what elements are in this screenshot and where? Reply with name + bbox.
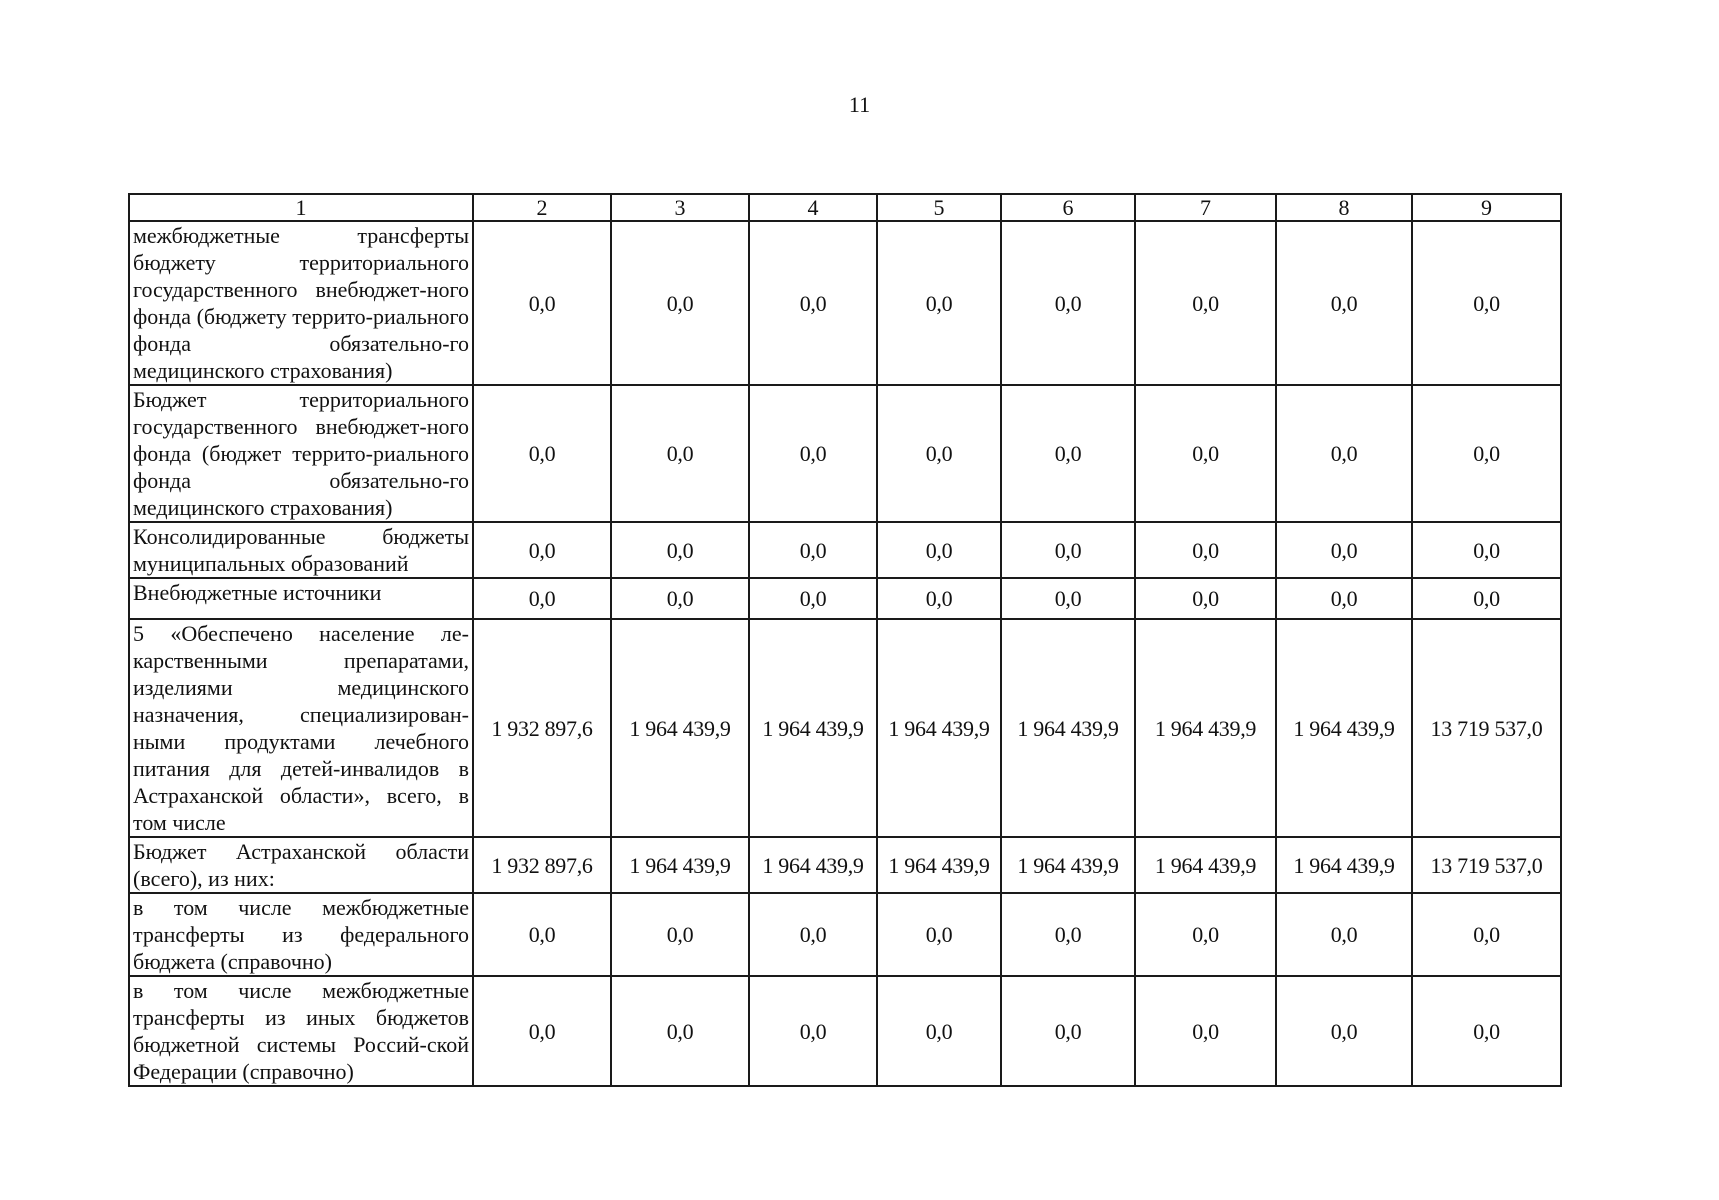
value-cell: 1 964 439,9	[877, 619, 1001, 837]
value-cell: 0,0	[1135, 578, 1276, 619]
table-row	[129, 976, 1561, 1086]
value-cell: 0,0	[877, 522, 1001, 578]
value-cell: 1 964 439,9	[1135, 619, 1276, 837]
value-cell: 0,0	[473, 385, 611, 522]
value-cell: 0,0	[611, 385, 749, 522]
row-label: 5 «Обеспечено население ле-карственными препаратами, изделиями медицинского назначения, специализирован-ными продуктами лечебного питания для детей-инвалидов в Астраханской области», всего, в том числе	[129, 619, 473, 837]
value-cell: 0,0	[1276, 893, 1412, 976]
row-label: в том числе межбюджетные трансферты из иных бюджетов бюджетной системы Россий-ской Федерации (справочно)	[129, 976, 473, 1086]
value-cell: 0,0	[1276, 976, 1412, 1086]
column-number: 2	[473, 194, 611, 221]
value-cell: 0,0	[1276, 385, 1412, 522]
row-label: Внебюджетные источники	[129, 578, 473, 619]
table-row	[129, 619, 1561, 837]
row-label: Консолидированные бюджеты муниципальных образований	[129, 522, 473, 578]
table-row	[129, 893, 1561, 976]
value-cell: 1 932 897,6	[473, 837, 611, 893]
value-cell: 0,0	[877, 385, 1001, 522]
value-cell: 0,0	[1276, 522, 1412, 578]
value-cell: 0,0	[1135, 385, 1276, 522]
value-cell: 1 964 439,9	[749, 619, 877, 837]
value-cell: 0,0	[749, 522, 877, 578]
value-cell: 0,0	[1412, 976, 1561, 1086]
value-cell: 0,0	[1001, 522, 1135, 578]
value-cell: 1 964 439,9	[1276, 619, 1412, 837]
table-row	[129, 837, 1561, 893]
value-cell: 0,0	[749, 578, 877, 619]
value-cell: 0,0	[1135, 522, 1276, 578]
value-cell: 0,0	[1135, 221, 1276, 385]
row-label: межбюджетные трансферты бюджету территориального государственного внебюджет-ного фонда (бюджету террито-риального фонда обязательно-го медицинского страхования)	[129, 221, 473, 385]
table-row	[129, 578, 1561, 619]
value-cell: 0,0	[877, 893, 1001, 976]
column-number: 9	[1412, 194, 1561, 221]
value-cell: 0,0	[1135, 976, 1276, 1086]
value-cell: 1 964 439,9	[877, 837, 1001, 893]
value-cell: 1 964 439,9	[1135, 837, 1276, 893]
value-cell: 0,0	[877, 976, 1001, 1086]
value-cell: 0,0	[1412, 893, 1561, 976]
table-row	[129, 221, 1561, 385]
value-cell: 1 964 439,9	[749, 837, 877, 893]
row-label: Бюджет территориального государственного внебюджет-ного фонда (бюджет террито-риального фонда обязательно-го медицинского страхования)	[129, 385, 473, 522]
value-cell: 0,0	[1276, 578, 1412, 619]
value-cell: 0,0	[1412, 578, 1561, 619]
value-cell: 0,0	[877, 221, 1001, 385]
column-number: 7	[1135, 194, 1276, 221]
value-cell: 0,0	[473, 578, 611, 619]
budget-table	[128, 193, 1562, 1087]
value-cell: 0,0	[1001, 893, 1135, 976]
value-cell: 13 719 537,0	[1412, 619, 1561, 837]
value-cell: 1 964 439,9	[1276, 837, 1412, 893]
value-cell: 0,0	[1276, 221, 1412, 385]
table-row	[129, 522, 1561, 578]
value-cell: 0,0	[1412, 522, 1561, 578]
column-number: 5	[877, 194, 1001, 221]
value-cell: 0,0	[1001, 385, 1135, 522]
value-cell: 0,0	[1412, 385, 1561, 522]
value-cell: 0,0	[749, 221, 877, 385]
value-cell: 0,0	[611, 976, 749, 1086]
value-cell: 0,0	[749, 893, 877, 976]
table-row	[129, 385, 1561, 522]
value-cell: 0,0	[1412, 221, 1561, 385]
column-number: 6	[1001, 194, 1135, 221]
table-header	[129, 194, 1561, 221]
header-row	[129, 194, 1561, 221]
value-cell: 0,0	[473, 893, 611, 976]
value-cell: 1 964 439,9	[611, 619, 749, 837]
value-cell: 0,0	[611, 578, 749, 619]
value-cell: 0,0	[611, 522, 749, 578]
column-number: 8	[1276, 194, 1412, 221]
row-label: в том числе межбюджетные трансферты из федерального бюджета (справочно)	[129, 893, 473, 976]
page-number: 11	[848, 92, 871, 117]
value-cell: 1 964 439,9	[611, 837, 749, 893]
value-cell: 0,0	[1001, 221, 1135, 385]
value-cell: 13 719 537,0	[1412, 837, 1561, 893]
value-cell: 0,0	[1001, 976, 1135, 1086]
value-cell: 1 932 897,6	[473, 619, 611, 837]
value-cell: 0,0	[473, 976, 611, 1086]
column-number: 4	[749, 194, 877, 221]
value-cell: 0,0	[877, 578, 1001, 619]
column-number: 3	[611, 194, 749, 221]
value-cell: 0,0	[611, 893, 749, 976]
value-cell: 0,0	[1135, 893, 1276, 976]
table-body	[129, 221, 1561, 1086]
value-cell: 0,0	[473, 221, 611, 385]
value-cell: 1 964 439,9	[1001, 619, 1135, 837]
value-cell: 1 964 439,9	[1001, 837, 1135, 893]
value-cell: 0,0	[749, 385, 877, 522]
value-cell: 0,0	[1001, 578, 1135, 619]
value-cell: 0,0	[611, 221, 749, 385]
column-number: 1	[129, 194, 473, 221]
value-cell: 0,0	[749, 976, 877, 1086]
row-label: Бюджет Астраханской области (всего), из них:	[129, 837, 473, 893]
value-cell: 0,0	[473, 522, 611, 578]
